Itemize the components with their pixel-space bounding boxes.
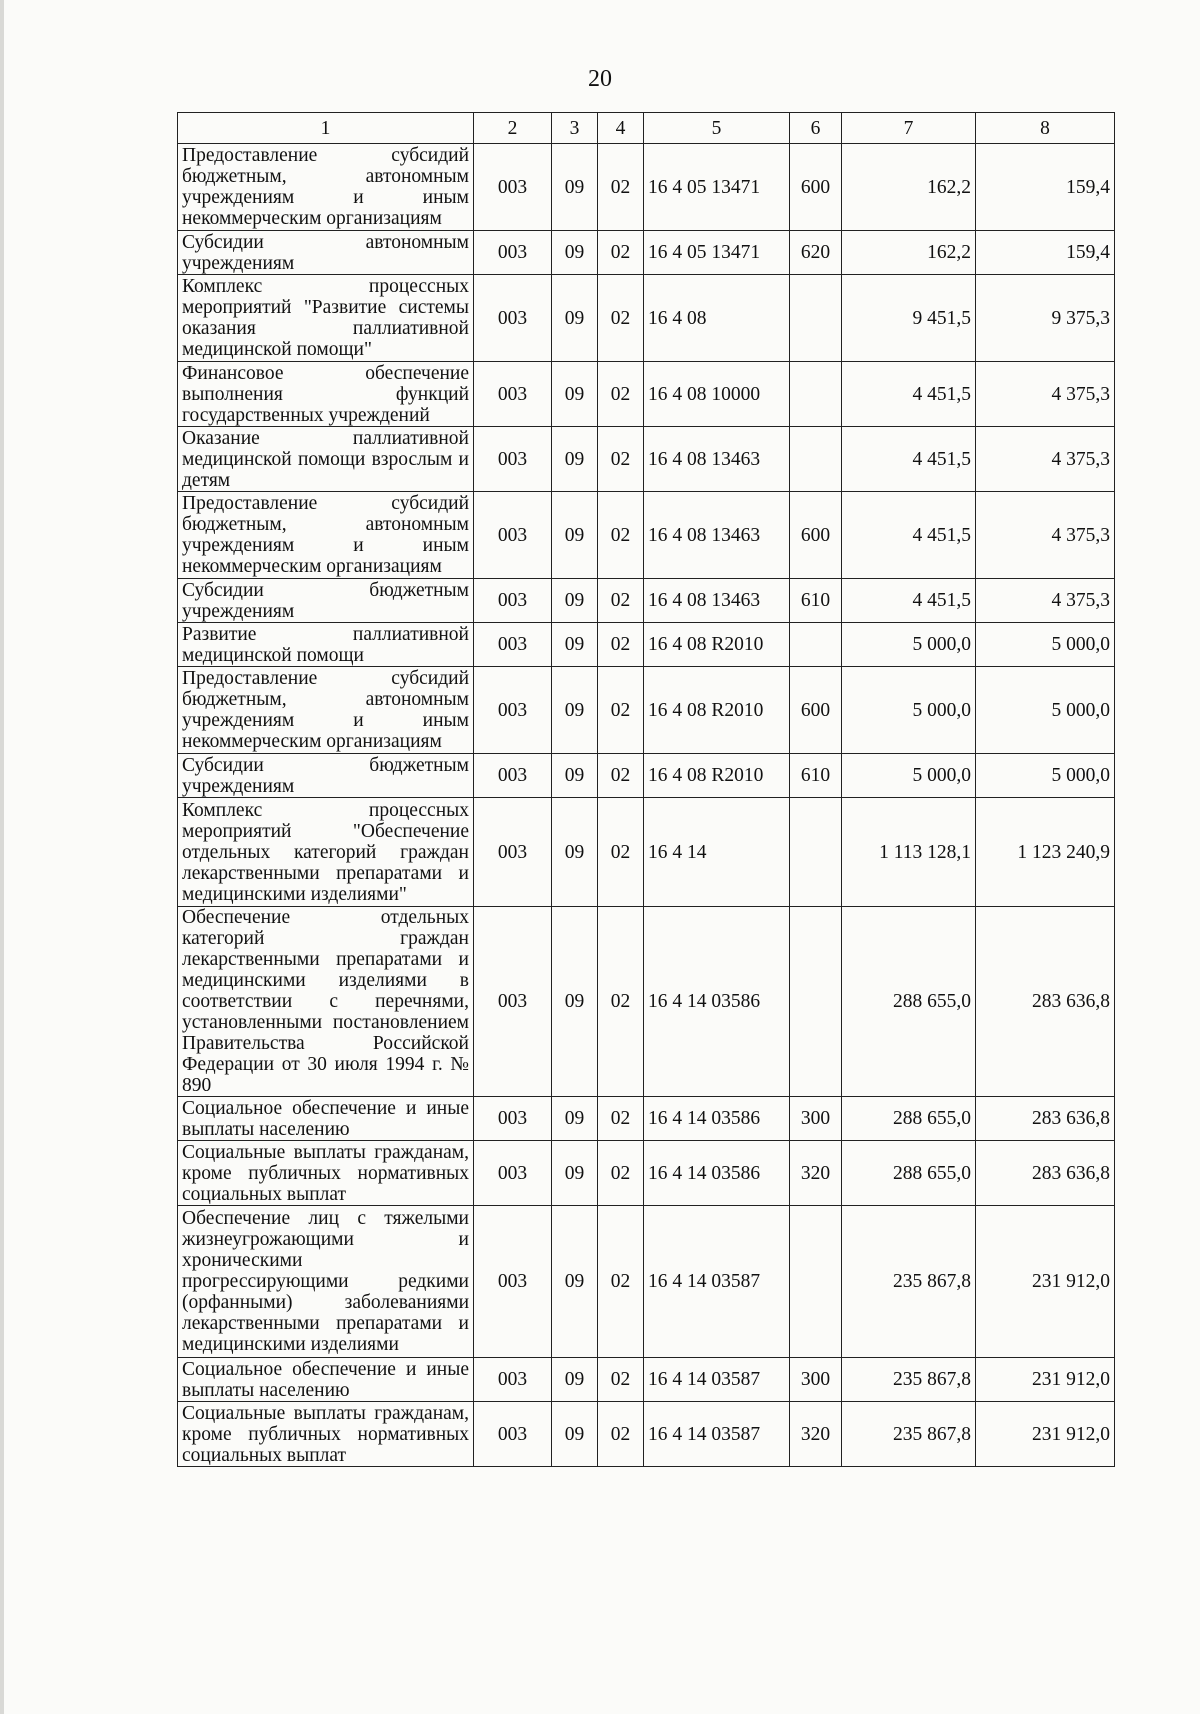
code-expense-type: 600 xyxy=(790,667,842,754)
code-admin: 003 xyxy=(474,492,552,579)
code-section: 09 xyxy=(552,1358,598,1402)
code-subsection: 02 xyxy=(598,427,644,492)
code-target-article: 16 4 08 xyxy=(644,275,790,362)
amount-year-2: 283 636,8 xyxy=(976,1141,1115,1206)
code-subsection: 02 xyxy=(598,798,644,907)
code-expense-type xyxy=(790,362,842,427)
column-header: 8 xyxy=(976,113,1115,144)
item-name: Комплекс процессных мероприятий "Обеспечение отдельных категорий граждан лекарственными препаратами и медицинскими изделиями" xyxy=(178,798,474,907)
code-expense-type: 320 xyxy=(790,1141,842,1206)
code-target-article: 16 4 14 03586 xyxy=(644,1097,790,1141)
code-target-article: 16 4 08 R2010 xyxy=(644,754,790,798)
column-header: 1 xyxy=(178,113,474,144)
code-admin: 003 xyxy=(474,907,552,1097)
code-section: 09 xyxy=(552,231,598,275)
item-name: Социальные выплаты гражданам, кроме публичных нормативных социальных выплат xyxy=(178,1402,474,1467)
code-expense-type: 320 xyxy=(790,1402,842,1467)
code-expense-type: 300 xyxy=(790,1097,842,1141)
amount-year-1: 5 000,0 xyxy=(842,754,976,798)
code-section: 09 xyxy=(552,1206,598,1358)
amount-year-2: 159,4 xyxy=(976,144,1115,231)
code-section: 09 xyxy=(552,427,598,492)
table-row xyxy=(178,907,1115,1097)
item-name: Субсидии бюджетным учреждениям xyxy=(178,754,474,798)
item-name: Финансовое обеспечение выполнения функций государственных учреждений xyxy=(178,362,474,427)
amount-year-2: 231 912,0 xyxy=(976,1358,1115,1402)
amount-year-2: 5 000,0 xyxy=(976,623,1115,667)
code-subsection: 02 xyxy=(598,667,644,754)
table-row xyxy=(178,798,1115,907)
table-row xyxy=(178,275,1115,362)
code-target-article: 16 4 08 R2010 xyxy=(644,623,790,667)
amount-year-2: 9 375,3 xyxy=(976,275,1115,362)
code-section: 09 xyxy=(552,144,598,231)
amount-year-2: 4 375,3 xyxy=(976,579,1115,623)
code-target-article: 16 4 05 13471 xyxy=(644,231,790,275)
code-target-article: 16 4 14 03587 xyxy=(644,1402,790,1467)
code-target-article: 16 4 08 13463 xyxy=(644,492,790,579)
code-section: 09 xyxy=(552,1402,598,1467)
table-row xyxy=(178,362,1115,427)
code-section: 09 xyxy=(552,579,598,623)
code-admin: 003 xyxy=(474,667,552,754)
item-name: Предоставление субсидий бюджетным, автономным учреждениям и иным некоммерческим организациям xyxy=(178,492,474,579)
code-subsection: 02 xyxy=(598,1402,644,1467)
amount-year-2: 231 912,0 xyxy=(976,1402,1115,1467)
amount-year-1: 288 655,0 xyxy=(842,907,976,1097)
code-admin: 003 xyxy=(474,1206,552,1358)
column-header: 7 xyxy=(842,113,976,144)
column-header: 4 xyxy=(598,113,644,144)
code-section: 09 xyxy=(552,667,598,754)
table-row xyxy=(178,667,1115,754)
code-target-article: 16 4 14 03587 xyxy=(644,1358,790,1402)
amount-year-2: 4 375,3 xyxy=(976,427,1115,492)
code-section: 09 xyxy=(552,623,598,667)
code-subsection: 02 xyxy=(598,1097,644,1141)
item-name: Обеспечение лиц с тяжелыми жизнеугрожающими и хроническими прогрессирующими редкими (орфанными) заболеваниями лекарственными препаратами и медицинскими изделиями xyxy=(178,1206,474,1358)
table-row xyxy=(178,1402,1115,1467)
amount-year-1: 288 655,0 xyxy=(842,1097,976,1141)
code-subsection: 02 xyxy=(598,623,644,667)
column-header: 2 xyxy=(474,113,552,144)
budget-table xyxy=(177,112,1115,1467)
item-name: Субсидии автономным учреждениям xyxy=(178,231,474,275)
item-name: Социальное обеспечение и иные выплаты населению xyxy=(178,1097,474,1141)
amount-year-1: 4 451,5 xyxy=(842,492,976,579)
amount-year-2: 5 000,0 xyxy=(976,667,1115,754)
code-subsection: 02 xyxy=(598,1141,644,1206)
column-header: 6 xyxy=(790,113,842,144)
amount-year-1: 288 655,0 xyxy=(842,1141,976,1206)
code-expense-type: 610 xyxy=(790,754,842,798)
table-row xyxy=(178,231,1115,275)
amount-year-1: 5 000,0 xyxy=(842,667,976,754)
item-name: Социальные выплаты гражданам, кроме публичных нормативных социальных выплат xyxy=(178,1141,474,1206)
code-expense-type: 620 xyxy=(790,231,842,275)
amount-year-1: 5 000,0 xyxy=(842,623,976,667)
code-admin: 003 xyxy=(474,275,552,362)
code-target-article: 16 4 14 03587 xyxy=(644,1206,790,1358)
table-body xyxy=(178,144,1115,1467)
code-admin: 003 xyxy=(474,1097,552,1141)
code-admin: 003 xyxy=(474,144,552,231)
code-admin: 003 xyxy=(474,1402,552,1467)
code-admin: 003 xyxy=(474,1141,552,1206)
amount-year-2: 283 636,8 xyxy=(976,1097,1115,1141)
amount-year-2: 4 375,3 xyxy=(976,492,1115,579)
code-admin: 003 xyxy=(474,427,552,492)
amount-year-1: 9 451,5 xyxy=(842,275,976,362)
code-target-article: 16 4 08 10000 xyxy=(644,362,790,427)
code-subsection: 02 xyxy=(598,231,644,275)
amount-year-1: 1 113 128,1 xyxy=(842,798,976,907)
item-name: Комплекс процессных мероприятий "Развитие системы оказания паллиативной медицинской помощи" xyxy=(178,275,474,362)
code-subsection: 02 xyxy=(598,362,644,427)
item-name: Оказание паллиативной медицинской помощи взрослым и детям xyxy=(178,427,474,492)
code-section: 09 xyxy=(552,362,598,427)
code-admin: 003 xyxy=(474,231,552,275)
code-subsection: 02 xyxy=(598,579,644,623)
amount-year-1: 4 451,5 xyxy=(842,579,976,623)
amount-year-1: 235 867,8 xyxy=(842,1206,976,1358)
code-admin: 003 xyxy=(474,754,552,798)
amount-year-2: 159,4 xyxy=(976,231,1115,275)
code-expense-type: 600 xyxy=(790,144,842,231)
table-row xyxy=(178,492,1115,579)
code-section: 09 xyxy=(552,754,598,798)
code-target-article: 16 4 14 03586 xyxy=(644,1141,790,1206)
table-row xyxy=(178,427,1115,492)
item-name: Предоставление субсидий бюджетным, автономным учреждениям и иным некоммерческим организациям xyxy=(178,144,474,231)
amount-year-1: 235 867,8 xyxy=(842,1402,976,1467)
code-subsection: 02 xyxy=(598,492,644,579)
item-name: Предоставление субсидий бюджетным, автономным учреждениям и иным некоммерческим организациям xyxy=(178,667,474,754)
code-subsection: 02 xyxy=(598,144,644,231)
table-row xyxy=(178,1141,1115,1206)
code-subsection: 02 xyxy=(598,275,644,362)
code-section: 09 xyxy=(552,275,598,362)
code-subsection: 02 xyxy=(598,907,644,1097)
code-admin: 003 xyxy=(474,362,552,427)
code-expense-type: 610 xyxy=(790,579,842,623)
code-target-article: 16 4 08 13463 xyxy=(644,579,790,623)
code-subsection: 02 xyxy=(598,1358,644,1402)
code-subsection: 02 xyxy=(598,1206,644,1358)
column-header: 3 xyxy=(552,113,598,144)
code-admin: 003 xyxy=(474,623,552,667)
amount-year-2: 4 375,3 xyxy=(976,362,1115,427)
table-row xyxy=(178,1358,1115,1402)
item-name: Субсидии бюджетным учреждениям xyxy=(178,579,474,623)
code-target-article: 16 4 08 R2010 xyxy=(644,667,790,754)
code-target-article: 16 4 14 03586 xyxy=(644,907,790,1097)
item-name: Развитие паллиативной медицинской помощи xyxy=(178,623,474,667)
code-expense-type xyxy=(790,275,842,362)
code-expense-type xyxy=(790,1206,842,1358)
table-row xyxy=(178,144,1115,231)
code-section: 09 xyxy=(552,1141,598,1206)
column-header: 5 xyxy=(644,113,790,144)
code-section: 09 xyxy=(552,798,598,907)
code-target-article: 16 4 08 13463 xyxy=(644,427,790,492)
amount-year-1: 162,2 xyxy=(842,144,976,231)
code-expense-type xyxy=(790,907,842,1097)
code-section: 09 xyxy=(552,1097,598,1141)
item-name: Обеспечение отдельных категорий граждан лекарственными препаратами и медицинскими изделиями в соответствии с перечнями, установленными постановлением Правительства Российской Федерации от 30 июля 1994 г. № 890 xyxy=(178,907,474,1097)
code-target-article: 16 4 05 13471 xyxy=(644,144,790,231)
code-section: 09 xyxy=(552,492,598,579)
code-section: 09 xyxy=(552,907,598,1097)
code-expense-type xyxy=(790,427,842,492)
amount-year-2: 283 636,8 xyxy=(976,907,1115,1097)
code-target-article: 16 4 14 xyxy=(644,798,790,907)
table-row xyxy=(178,1097,1115,1141)
code-expense-type xyxy=(790,798,842,907)
code-expense-type xyxy=(790,623,842,667)
amount-year-2: 5 000,0 xyxy=(976,754,1115,798)
amount-year-2: 1 123 240,9 xyxy=(976,798,1115,907)
amount-year-1: 4 451,5 xyxy=(842,427,976,492)
code-expense-type: 300 xyxy=(790,1358,842,1402)
amount-year-1: 162,2 xyxy=(842,231,976,275)
page-number: 20 xyxy=(588,66,612,92)
table-row xyxy=(178,623,1115,667)
table-row xyxy=(178,754,1115,798)
amount-year-1: 235 867,8 xyxy=(842,1358,976,1402)
table-row xyxy=(178,1206,1115,1358)
code-admin: 003 xyxy=(474,1358,552,1402)
code-admin: 003 xyxy=(474,798,552,907)
table-row xyxy=(178,579,1115,623)
scan-edge xyxy=(0,0,4,1714)
item-name: Социальное обеспечение и иные выплаты населению xyxy=(178,1358,474,1402)
amount-year-2: 231 912,0 xyxy=(976,1206,1115,1358)
code-subsection: 02 xyxy=(598,754,644,798)
table-header-row xyxy=(178,113,1115,144)
amount-year-1: 4 451,5 xyxy=(842,362,976,427)
code-admin: 003 xyxy=(474,579,552,623)
code-expense-type: 600 xyxy=(790,492,842,579)
